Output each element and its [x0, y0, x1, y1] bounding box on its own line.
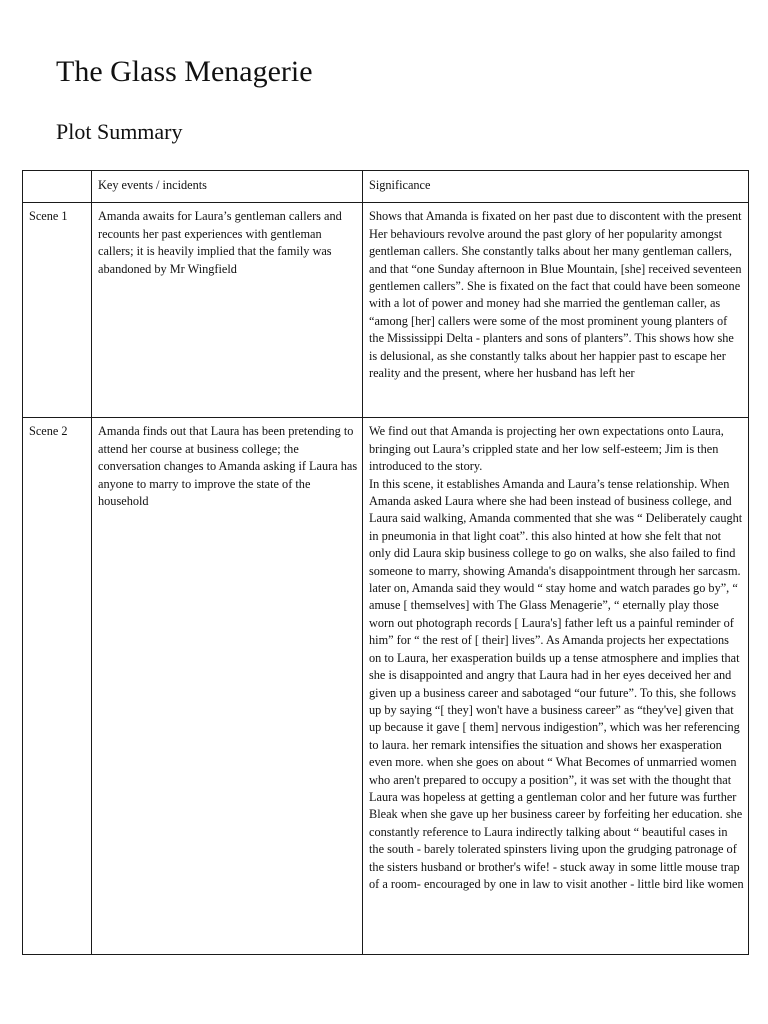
header-scene-label — [23, 171, 91, 185]
key-events-text: Amanda awaits for Laura’s gentleman callers and recounts her past experiences with gentleman callers; it is heavily implied that the family was abandoned by Mr Wingfield — [98, 209, 342, 276]
scene-cell — [23, 203, 92, 418]
significance-text — [363, 203, 748, 387]
header-cell-scene — [23, 171, 92, 203]
events-cell — [92, 203, 363, 418]
document-title: The Glass Menagerie — [56, 55, 313, 88]
header-significance-label: Significance — [369, 178, 431, 192]
events-cell — [92, 418, 363, 955]
header-events-label: Key events / incidents — [98, 178, 207, 192]
significance-summary: We find out that Amanda is projecting her own expectations onto Laura, bringing out Laura’s crippled state and her low self-esteem; Jim is then introduced to the story. — [369, 424, 724, 474]
scene-label: Scene 1 — [29, 209, 68, 224]
significance-text — [363, 418, 748, 898]
plot-summary-table — [22, 170, 749, 955]
key-events-text: Amanda finds out that Laura has been pretending to attend her course at business college; the conversation changes to Amanda asking if Laura has anyone to marry to improve the state of the household — [98, 424, 358, 509]
significance-analysis: Her behaviours revolve around the past glory of her popularity amongst gentleman callers. She constantly talks about her many gentleman callers, and that “one Sunday afternoon in Blue Mountain, [she] received seventeen gentlemen callers”. She is fixated on the fact that could have been someone with a lot of power and money had she married the gentleman caller, as “among [her] callers were some of the most prominent young planters of the Mississippi Delta - planters and sons of planters”. This shows how she is delusional, as she constantly talks about her happier past to escape her reality and the present, where her husband has left her — [369, 226, 742, 381]
significance-cell — [363, 418, 749, 955]
header-cell-significance — [363, 171, 749, 203]
significance-cell — [363, 203, 749, 418]
scene-cell — [23, 418, 92, 955]
significance-summary: Shows that Amanda is fixated on her past due to discontent with the present — [369, 209, 742, 224]
table-header-row — [23, 171, 749, 203]
table-row — [23, 418, 749, 955]
significance-analysis: In this scene, it establishes Amanda and Laura’s tense relationship. When Amanda asked Laura where she had been instead of business college, and Laura said walking, Amanda commented that she was “ Deliberately caught in pneumonia in that light coat”. this also hinted at how she felt that not only did Laura skip business college to go on walks, she also failed to find someone to marry, showing Amanda's disappointment through her sarcasm. later on, Amanda said they would “ stay home and watch parades go by”, “ amuse [ themselves] with The Glass Menagerie”, “ eternally play those worn out photograph records [ Laura's] father left us a painful reminder of him” for “ the rest of [ their] lives”. As Amanda projects her expectations on to Laura, her exasperation builds up a tense atmosphere and implies that she is disappointed and angry that Laura had in her eyes deceived her and given up a business career and sabotaged “our future”. To this, she follows up by saying “[ they] won't have a business career” as “they've] given that up because it gave [ them] nervous indigestion”, which was her referencing to laura. her remark intensifies the situation and shows her exasperation even more. when she goes on about “ What Becomes of unmarried women who aren't prepared to occupy a position”, it was set with the thought that Laura was hopeless at getting a gentleman color and her future was further Bleak when she gave up her business career by forfeiting her education. she constantly reference to Laura indirectly talking about “ beautiful cases in the south - barely tolerated spinsters living upon the grudging patronage of the sisters husband or brother's wife! - stuck away in some little mouse trap of a room- encouraged by one in law to visit another - little bird like women — [369, 476, 744, 891]
section-heading: Plot Summary — [56, 119, 183, 144]
scene-label: Scene 2 — [29, 424, 68, 439]
header-cell-events — [92, 171, 363, 203]
table-row — [23, 203, 749, 418]
